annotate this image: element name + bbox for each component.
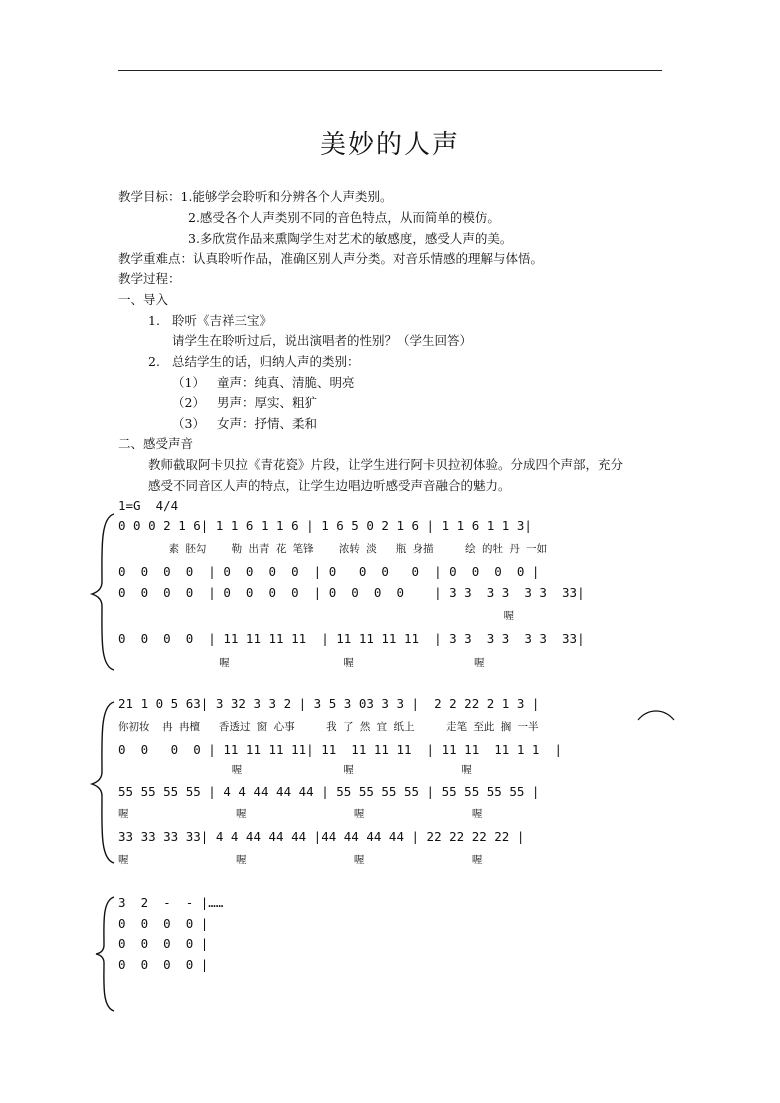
staff-brace bbox=[88, 700, 118, 865]
objective-item: 1.能够学会聆听和分辨各个人声类别。 bbox=[180, 189, 393, 204]
staff-brace bbox=[92, 895, 118, 1013]
process-label: 教学过程： bbox=[118, 271, 181, 286]
section2-paragraph: 感受不同音区人声的特点，让学生边唱边听感受声音融合的魅力。 bbox=[148, 478, 511, 493]
score-part-line: 0 0 0 0 | bbox=[118, 957, 209, 972]
score-part-line: 0 0 0 0 | 11 11 11 11 | 11 11 11 11 | 3 3 3 3 3 3 33| bbox=[118, 631, 585, 646]
objective-item: 2.感受各个人声类别不同的音色特点，从而简单的模仿。 bbox=[188, 210, 500, 225]
section1-heading: 一、导入 bbox=[118, 292, 169, 307]
keypoints: 教学重难点：认真聆听作品，准确区别人声分类。对音乐情感的理解与体悟。 bbox=[118, 251, 544, 266]
score-part-line: 33 33 33 33| 4 4 44 44 44 |44 44 44 44 | 22 22 22 22 | bbox=[118, 829, 525, 844]
lyric-line: 你初妆 冉 冉檀 香透过 窗 心事 我 了 然 宜 纸上 走笔 至此 搁 一半 bbox=[118, 721, 539, 733]
voice-type-text: 女声：抒情、柔和 bbox=[217, 416, 318, 431]
section2-heading: 二、感受声音 bbox=[118, 436, 194, 451]
voice-type-number: （2） bbox=[172, 395, 205, 410]
step1-detail: 请学生在聆听过后，说出演唱者的性别？（学生回答） bbox=[172, 333, 473, 348]
page-title: 美妙的人声 bbox=[319, 130, 460, 160]
score-key: 1=G 4/4 bbox=[118, 498, 179, 513]
section2-paragraph: 教师截取阿卡贝拉《青花瓷》片段，让学生进行阿卡贝拉初体验。分成四个声部，充分 bbox=[148, 457, 624, 472]
objectives-label: 教学目标： bbox=[118, 189, 181, 204]
score-part-line: 0 0 0 0 | 11 11 11 11| 11 11 11 11 | 11 11 11 1 1 | bbox=[118, 742, 563, 757]
objective-item: 3.多欣赏作品来熏陶学生对艺术的敏感度，感受人声的美。 bbox=[188, 231, 513, 246]
staff-brace bbox=[88, 512, 118, 672]
step1-number: 1. bbox=[148, 313, 160, 328]
step2-text: 总结学生的话，归纳人声的类别： bbox=[172, 354, 360, 369]
score-part-line: 0 0 0 2 1 6| 1 1 6 1 1 6 | 1 6 5 0 2 1 6 | 1 1 6 1 1 3| bbox=[118, 518, 532, 533]
step2-number: 2. bbox=[148, 354, 160, 369]
score-part-line: 0 0 0 0 | 0 0 0 0 | 0 0 0 0 | 3 3 3 3 3 3 33| bbox=[118, 585, 585, 600]
header-rule bbox=[118, 70, 662, 71]
lyric-line: 喔 喔 喔 喔 bbox=[118, 808, 483, 820]
lyric-line: 喔 喔 喔 喔 bbox=[118, 854, 483, 866]
score-part-line: 0 0 0 0 | 0 0 0 0 | 0 0 0 0 | 0 0 0 0 | bbox=[118, 564, 540, 579]
score-part-line: 0 0 0 0 | bbox=[118, 916, 209, 931]
voice-type-text: 童声：纯真、清脆、明亮 bbox=[217, 375, 355, 390]
score-part-line: 3 2 - - |…… bbox=[118, 895, 224, 910]
lyric-line: 素 胚勾 勒 出青 花 笔锋 浓转 淡 瓶 身描 绘 的牡 丹 一如 bbox=[118, 543, 548, 555]
score-part-line: 0 0 0 0 | bbox=[118, 936, 209, 951]
objectives-line-1 bbox=[118, 188, 392, 206]
lyric-line: 喔 bbox=[118, 610, 515, 622]
step1-text: 聆听《吉祥三宝》 bbox=[172, 313, 273, 328]
voice-type-number: （3） bbox=[172, 416, 205, 431]
score-part-line: 55 55 55 55 | 4 4 44 44 44 | 55 55 55 55 | 55 55 55 55 | bbox=[118, 784, 540, 799]
voice-type-text: 男声：厚实、粗犷 bbox=[217, 395, 318, 410]
voice-type-number: （1） bbox=[172, 375, 205, 390]
lyric-line: 喔 喔 喔 bbox=[118, 657, 485, 669]
slur-mark bbox=[636, 708, 676, 722]
score-part-line: 21 1 0 5 63| 3 32 3 3 2 | 3 5 3 03 3 3 | 2 2 22 2 1 3 | bbox=[118, 696, 540, 711]
lyric-line: 喔 喔 喔 bbox=[118, 764, 472, 776]
